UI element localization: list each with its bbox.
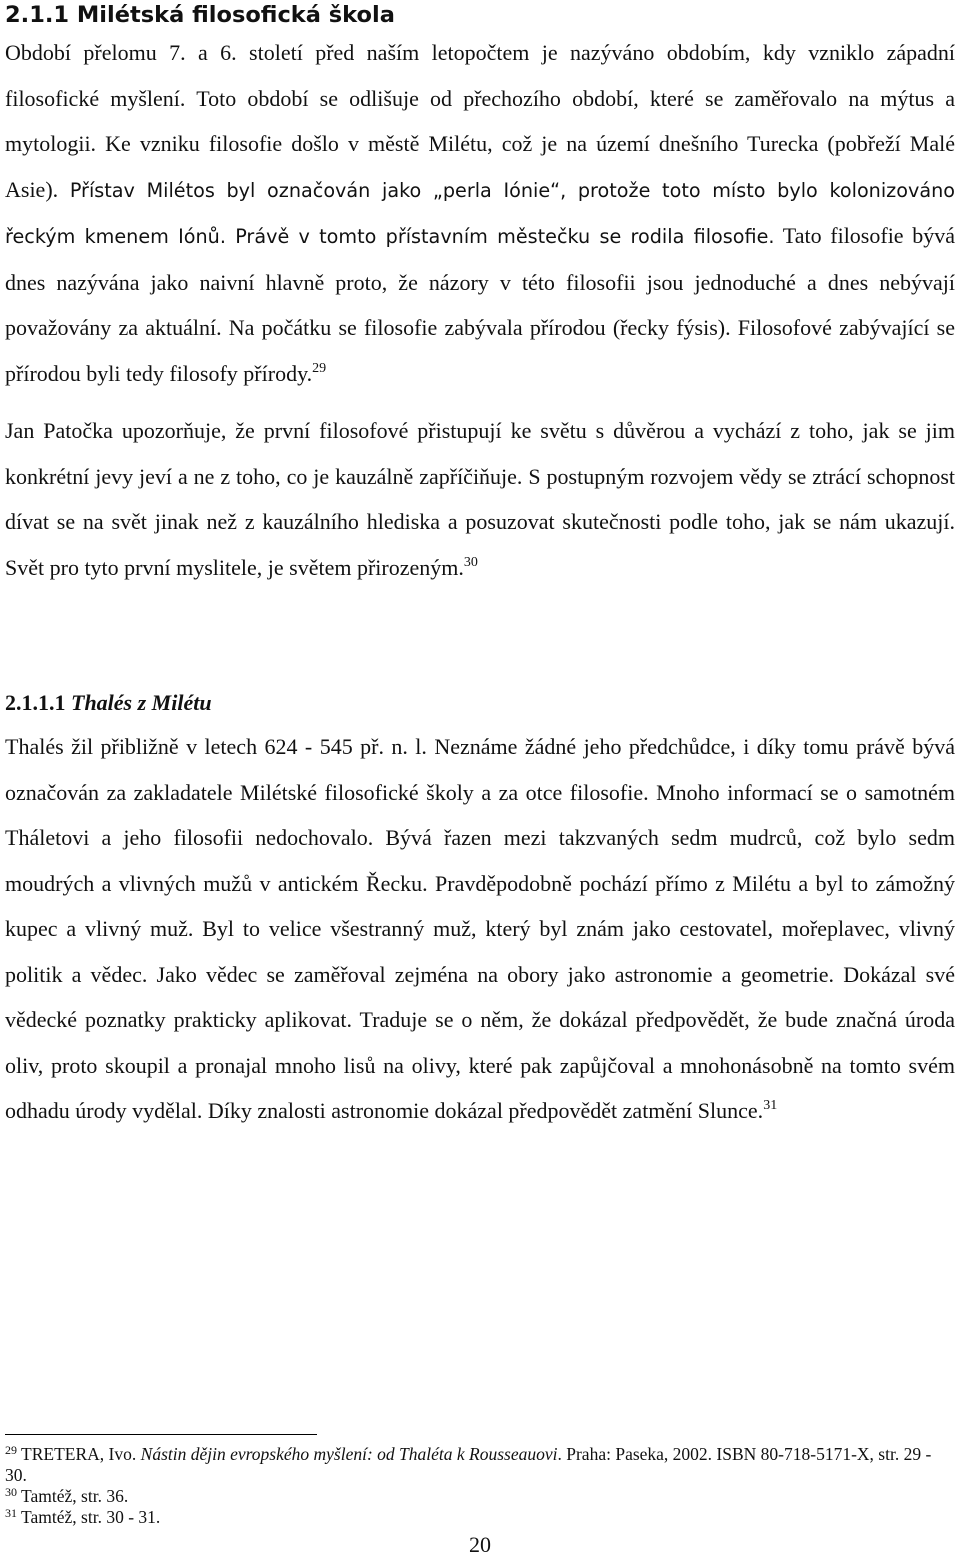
footnote-ref-29[interactable]: 29: [312, 360, 327, 376]
paragraph-thales: [5, 724, 955, 1134]
footnote-book-title: Nástin dějin evropského myšlení: od Thaléta k Rousseauovi: [140, 1444, 558, 1464]
footnote-text: TRETERA, Ivo.: [17, 1444, 141, 1464]
footnote-text: . Praha: Paseka, 2002. ISBN 80-718-5171-X, str. 29 - 30.: [5, 1444, 932, 1485]
paragraph-miletus-part-b: Přístav Milétos byl označován jako „perla Iónie“, protože toto místo bylo kolonizováno řeckým kmenem Iónů. Právě v tomto přístavním městečku se rodila filosofie.: [5, 178, 955, 248]
subsection-heading: [5, 688, 955, 718]
footnote-text: Tamtéž, str. 36.: [17, 1486, 129, 1506]
footnote-number: 29: [5, 1443, 17, 1457]
footnote-text: Tamtéž, str. 30 - 31.: [17, 1507, 161, 1527]
footnote-30: [5, 1486, 955, 1507]
paragraph-patocka: [5, 408, 955, 590]
footnote-number: 30: [5, 1485, 17, 1499]
document-page: [5, 0, 955, 1134]
paragraph-patocka-text: Jan Patočka upozorňuje, že první filosofové přistupují ke světu s důvěrou a vychází z toho, jak se jim konkrétní jevy jeví a ne z toho, co je kauzálně zapříčiňuje. S postupným rozvojem vědy se ztrácí schopnost dívat se na svět jinak než z kauzálního hlediska a posuzovat skutečnosti podle toho, jak se nám ukazují. Svět pro tyto první myslitele, je světem přirozeným.: [5, 418, 955, 580]
paragraph-miletus-part-c: Tato filosofie bývá dnes nazývána jako naivní hlavně proto, že názory v této filosofii jsou jednoduché a dnes nebývají považovány za aktuální. Na počátku se filosofie zabývala přírodou (řecky fýsis). Filosofové zabývající se přírodou byli tedy filosofy přírody.: [5, 223, 956, 386]
footnote-separator: [5, 1434, 317, 1435]
footnote-31: [5, 1507, 955, 1528]
paragraph-miletus: [5, 30, 955, 396]
subsection-number: 2.1.1.1: [5, 690, 66, 715]
subsection-title: Thalés z Milétu: [71, 690, 212, 715]
footnote-ref-31[interactable]: 31: [763, 1098, 778, 1113]
footnote-number: 31: [5, 1506, 17, 1520]
footnote-29: [5, 1444, 955, 1486]
footnote-ref-30[interactable]: 30: [463, 554, 478, 570]
paragraph-miletus-part-a: Období přelomu 7. a 6. století před naším letopočtem je nazýváno obdobím, kdy vzniklo západní filosofické myšlení. Toto období se odlišuje od přechozího období, které se zaměřovalo na mýtus a mytologii. Ke vzniku filosofie došlo v městě Milétu, což je na území dnešního Turecka (pobřeží Malé Asie).: [5, 40, 955, 202]
section-heading: 2.1.1 Milétská filosofická škola: [5, 2, 395, 28]
footnotes: [5, 1444, 955, 1528]
page-number: 20: [469, 1532, 491, 1557]
paragraph-thales-text: Thalés žil přibližně v letech 624 - 545 př. n. l. Neznáme žádné jeho předchůdce, i díky tomu právě bývá označován za zakladatele Milétské filosofické školy a za otce filosofie. Mnoho informací se o samotném Tháletovi a jeho filosofii nedochovalo. Bývá řazen mezi takzvaných sedm mudrců, což bylo sedm moudrých a vlivných mužů v antickém Řecku. Pravděpodobně pochází přímo z Milétu a byl to zámožný kupec a vlivný muž. Byl to velice všestranný muž, který byl znám jako cestovatel, mořeplavec, vlivný politik a vědec. Jako vědec se zaměřoval zejména na obory jako astronomie a geometrie. Dokázal své vědecké poznatky prakticky aplikovat. Traduje se o něm, že dokázal předpovědět, že bude značná úroda oliv, proto skoupil a pronajal mnoho lisů na olivy, které pak zapůjčoval a mnohonásobně na tomto svém odhadu úrody vydělal. Díky znalosti astronomie dokázal předpovědět zatmění Slunce.: [5, 734, 955, 1123]
